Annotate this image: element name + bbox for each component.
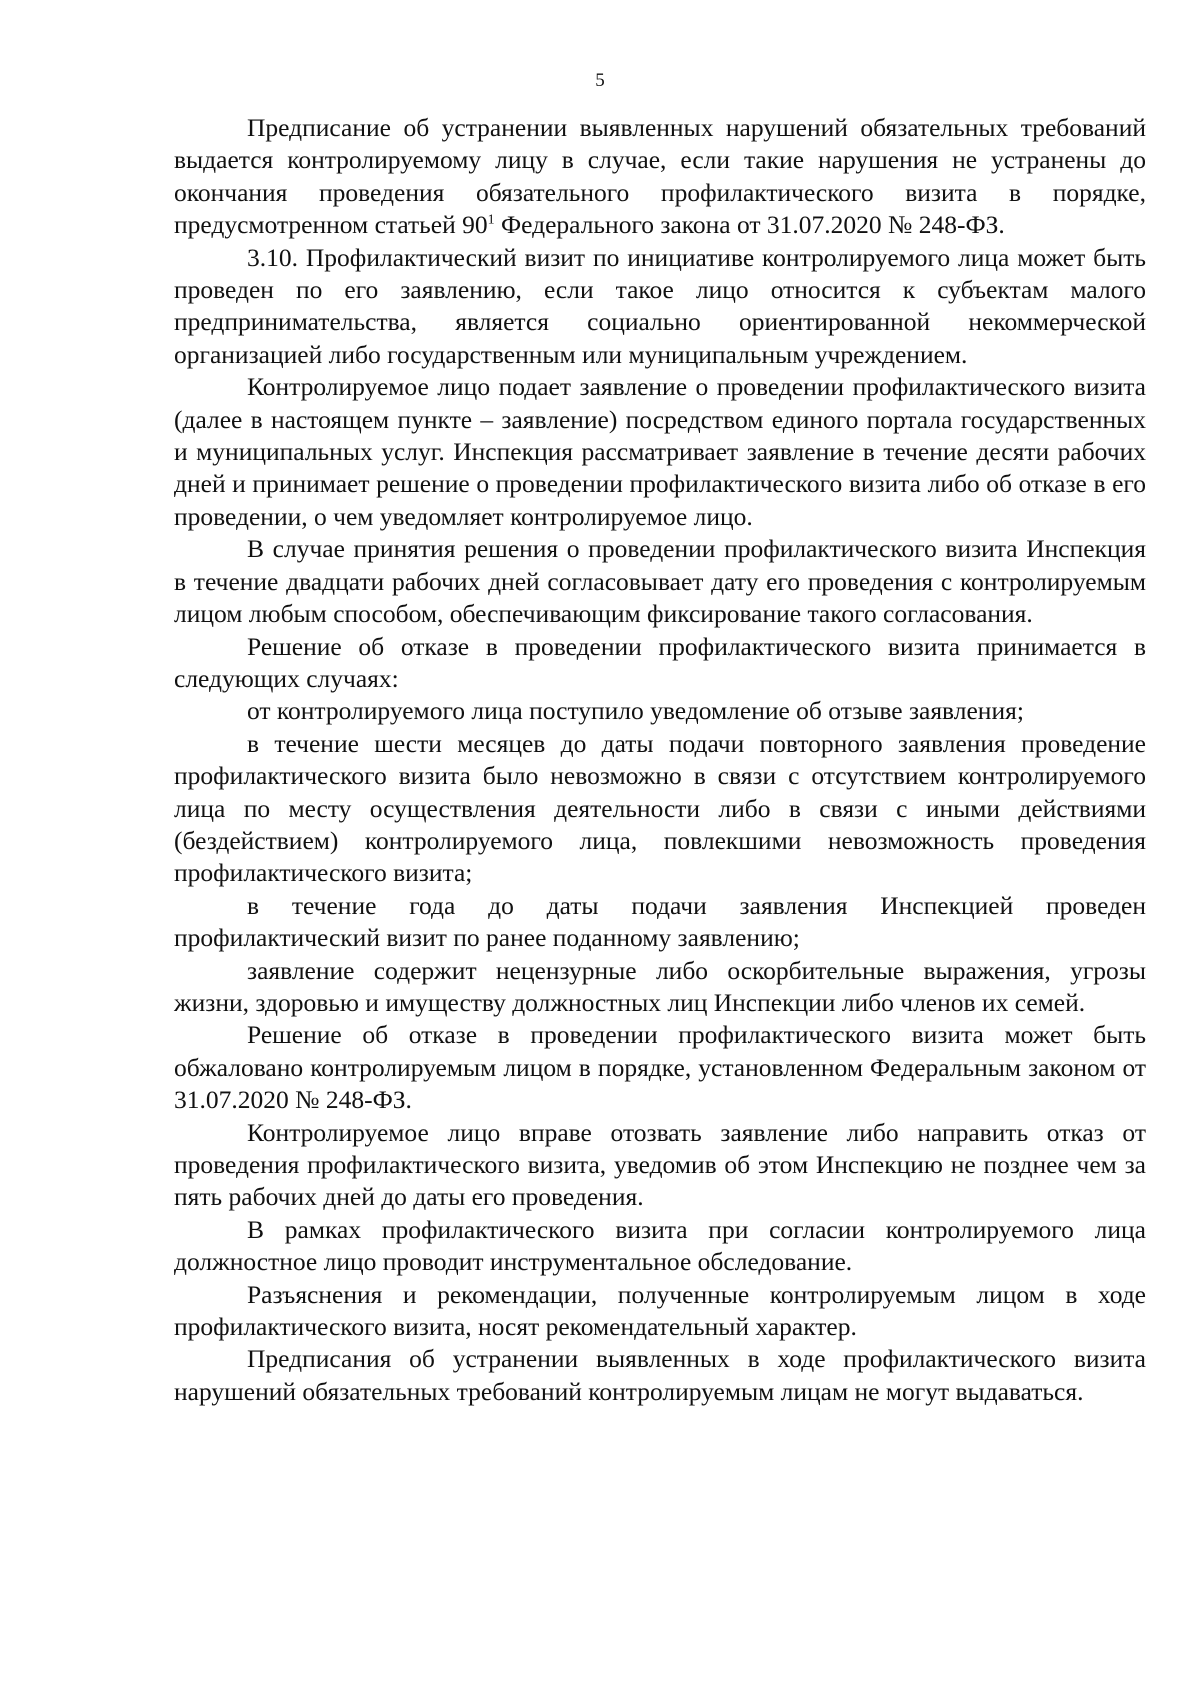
paragraph: Разъяснения и рекомендации, полученные контролируемым лицом в ходе профилактического визита, носят рекомендательный характер. bbox=[174, 1279, 1146, 1342]
paragraph: Решение об отказе в проведении профилактического визита может быть обжаловано контролируемым лицом в порядке, установленном Федеральным законом от 31.07.2020 № 248-ФЗ. bbox=[174, 1020, 1146, 1115]
paragraph bbox=[174, 112, 1146, 242]
paragraph: Предписания об устранении выявленных в ходе профилактического визита нарушений обязательных требований контролируемым лицам не могут выдаваться. bbox=[174, 1344, 1146, 1406]
paragraph: в течение шести месяцев до даты подачи повторного заявления проведение профилактического визита было невозможно в связи с отсутствием контролируемого лица по месту осуществления деятельности либо в связи с иными действиями (бездействием) контролируемого лица, повлекшими невозможность проведения профилактического визита; bbox=[174, 728, 1146, 888]
paragraph: Решение об отказе в проведении профилактического визита принимается в следующих случаях: bbox=[174, 631, 1146, 693]
paragraph-text: Предписание об устранении выявленных нарушений обязательных требований выдается контролируемому лицу в случае, если такие нарушения не устранены до окончания проведения обязательного профилактического визита в порядке, предусмотренном статьей 90 bbox=[174, 113, 1146, 240]
paragraph: В случае принятия решения о проведении профилактического визита Инспекция в течение двадцати рабочих дней согласовывает дату его проведения с контролируемым лицом любым способом, обеспечивающим фиксирование такого согласования. bbox=[174, 534, 1146, 629]
paragraph-text: Федерального закона от 31.07.2020 № 248-ФЗ. bbox=[494, 210, 1005, 240]
paragraph: заявление содержит нецензурные либо оскорбительные выражения, угрозы жизни, здоровью и имуществу должностных лиц Инспекции либо членов их семей. bbox=[174, 955, 1146, 1017]
page-number: 5 bbox=[595, 70, 605, 91]
paragraph: Контролируемое лицо подает заявление о проведении профилактического визита (далее в настоящем пункте – заявление) посредством единого портала государственных и муниципальных услуг. Инспекция рассматривает заявление в течение десяти рабочих дней и принимает решение о проведении профилактического визита либо об отказе в его проведении, о чем уведомляет контролируемое лицо. bbox=[174, 372, 1146, 531]
document-body bbox=[174, 112, 1146, 1408]
paragraph: Контролируемое лицо вправе отозвать заявление либо направить отказ от проведения профилактического визита, уведомив об этом Инспекцию не позднее чем за пять рабочих дней до даты его проведения. bbox=[174, 1117, 1146, 1212]
superscript: 1 bbox=[487, 212, 495, 228]
paragraph: 3.10. Профилактический визит по инициативе контролируемого лица может быть проведен по его заявлению, если такое лицо относится к субъектам малого предпринимательства, является социально ориентированной некоммерческой организацией либо государственным или муниципальным учреждением. bbox=[174, 242, 1146, 369]
paragraph: от контролируемого лица поступило уведомление об отзыве заявления; bbox=[247, 696, 1024, 726]
paragraph: В рамках профилактического визита при согласии контролируемого лица должностное лицо проводит инструментальное обследование. bbox=[174, 1214, 1146, 1277]
paragraph: в течение года до даты подачи заявления Инспекцией проведен профилактический визит по ранее поданному заявлению; bbox=[174, 890, 1146, 953]
